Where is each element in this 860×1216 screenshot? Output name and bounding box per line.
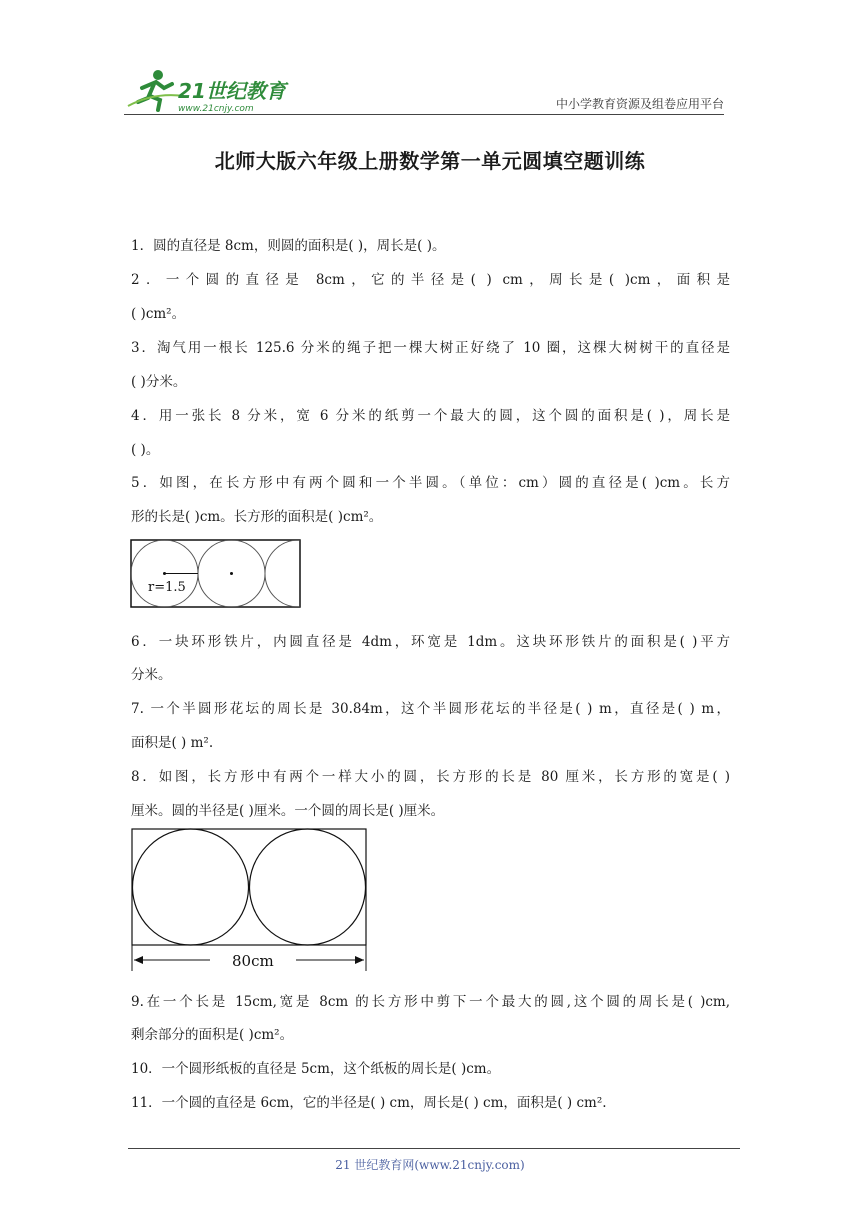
radius-label: r=1.5 — [148, 580, 186, 595]
figure-circles-in-rectangle — [130, 539, 302, 609]
question-6-line-1: 6．一块环形铁片，内圆直径是 4dm，环宽是 1dm。这块环形铁片的面积是( )平方 — [131, 634, 730, 650]
question-10-line-1: 10．一个圆形纸板的直径是 5cm，这个纸板的周长是( )cm。 — [131, 1061, 501, 1077]
page-title: 北师大版六年级上册数学第一单元圆填空题训练 — [214, 149, 646, 173]
question-3-line-1: 3．淘气用一根长 125.6 分米的绳子把一棵大树正好绕了 10 圈，这棵大树树干的直径是 — [131, 340, 730, 356]
footer-divider — [128, 1148, 740, 1149]
question-7-line-2: 面积是( ) m². — [131, 735, 214, 751]
circle-right — [250, 829, 366, 945]
question-5-line-1: 5．如图，在长方形中有两个圆和一个半圆。（单位：cm）圆的直径是( )cm。长方 — [131, 475, 730, 491]
question-5-line-2: 形的长是( )cm。长方形的面积是( )cm²。 — [131, 509, 383, 525]
question-4-line-1: 4．用一张长 8 分米，宽 6 分米的纸剪一个最大的圆，这个圆的面积是( )，周长是 — [131, 408, 730, 424]
length-label: 80cm — [232, 952, 274, 970]
question-2-line-2: ( )cm²。 — [131, 306, 186, 322]
figure-two-circles-rectangle — [128, 827, 370, 973]
question-8-line-2: 厘米。圆的半径是( )厘米。一个圆的周长是( )厘米。 — [131, 803, 445, 819]
logo-url: www.21cnjy.com — [178, 104, 254, 114]
question-11-line-1: 11．一个圆的直径是 6cm，它的半径是( ) cm，周长是( ) cm，面积是( ) cm². — [131, 1095, 607, 1111]
logo-text: 21世纪教育 — [178, 79, 286, 103]
question-1-line-1: 1．圆的直径是 8cm，则圆的面积是( )，周长是( )。 — [131, 238, 446, 254]
question-3-line-2: ( )分米。 — [131, 374, 187, 390]
site-logo — [124, 66, 294, 116]
footer-text: 21 世纪教育网(www.21cnjy.com) — [335, 1158, 525, 1172]
runner-icon — [128, 70, 184, 110]
question-8-line-1: 8．如图，长方形中有两个一样大小的圆，长方形的长是 80 厘米，长方形的宽是( ) — [131, 769, 730, 785]
platform-name: 中小学教育资源及组卷应用平台 — [555, 97, 724, 111]
question-4-line-2: ( )。 — [131, 442, 160, 458]
circle-left — [133, 829, 249, 945]
question-7-line-1: 7. 一个半圆形花坛的周长是 30.84m，这个半圆形花坛的半径是( ) m，直径是( ) m， — [131, 701, 730, 717]
question-2-line-1: 2．一个圆的直径是 8cm，它的半径是( ) cm，周长是( )cm，面积是 — [131, 272, 730, 288]
question-9-line-2: 剩余部分的面积是( )cm²。 — [131, 1027, 294, 1043]
question-9-line-1: 9.在一个长是 15cm,宽是 8cm 的长方形中剪下一个最大的圆,这个圆的周长是( )cm, — [131, 994, 730, 1010]
half-circle-right — [265, 540, 302, 607]
header-divider — [124, 114, 724, 115]
question-6-line-2: 分米。 — [131, 667, 172, 683]
